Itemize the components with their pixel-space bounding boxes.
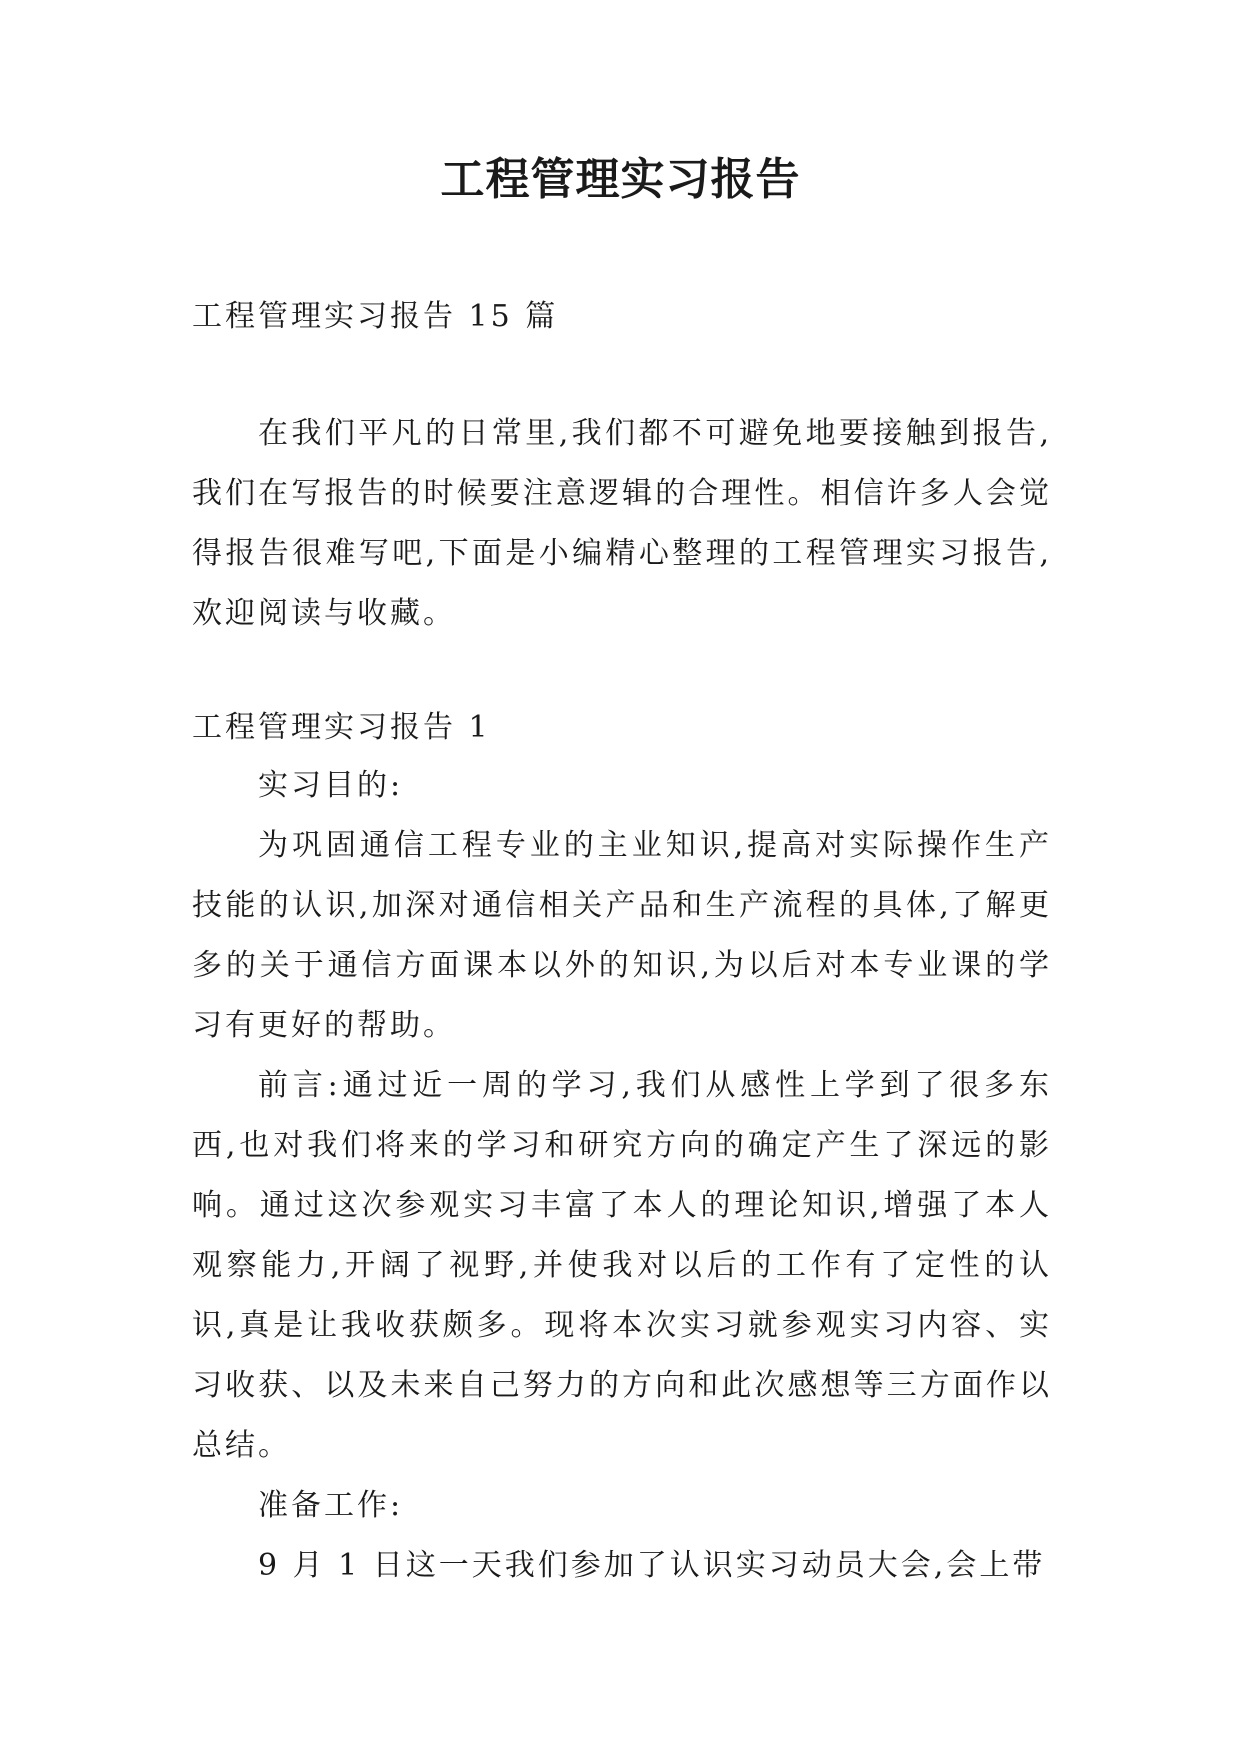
document-subtitle: 工程管理实习报告 15 篇 <box>192 299 559 334</box>
section-paragraph-preparation: 9 月 1 日这一天我们参加了认识实习动员大会,会上带 <box>258 1548 1046 1583</box>
section-paragraph-purpose-label: 实习目的: <box>258 768 404 803</box>
section-heading: 工程管理实习报告 1 <box>192 710 491 745</box>
section-paragraph-preface: 前言:通过近一周的学习,我们从感性上学到了很多东西,也对我们将来的学习和研究方向的确定产生了深远的影响。通过这次参观实习丰富了本人的理论知识,增强了本人观察能力,开阔了视野,并使我对以后的工作有了定性的认识,真是让我收获颇多。现将本次实习就参观实习内容、实习收获、以及未来自己努力的方向和此次感想等三方面作以总结。 <box>192 1068 1052 1463</box>
intro-paragraph: 在我们平凡的日常里,我们都不可避免地要接触到报告,我们在写报告的时候要注意逻辑的合理性。相信许多人会觉得报告很难写吧,下面是小编精心整理的工程管理实习报告,欢迎阅读与收藏。 <box>192 416 1052 631</box>
document-title: 工程管理实习报告 <box>440 154 801 205</box>
section-paragraph-preparation-label: 准备工作: <box>258 1488 404 1523</box>
section-body <box>192 756 1052 1596</box>
section-paragraph-purpose: 为巩固通信工程专业的主业知识,提高对实际操作生产技能的认识,加深对通信相关产品和生产流程的具体,了解更多的关于通信方面课本以外的知识,为以后对本专业课的学习有更好的帮助。 <box>192 828 1052 1043</box>
